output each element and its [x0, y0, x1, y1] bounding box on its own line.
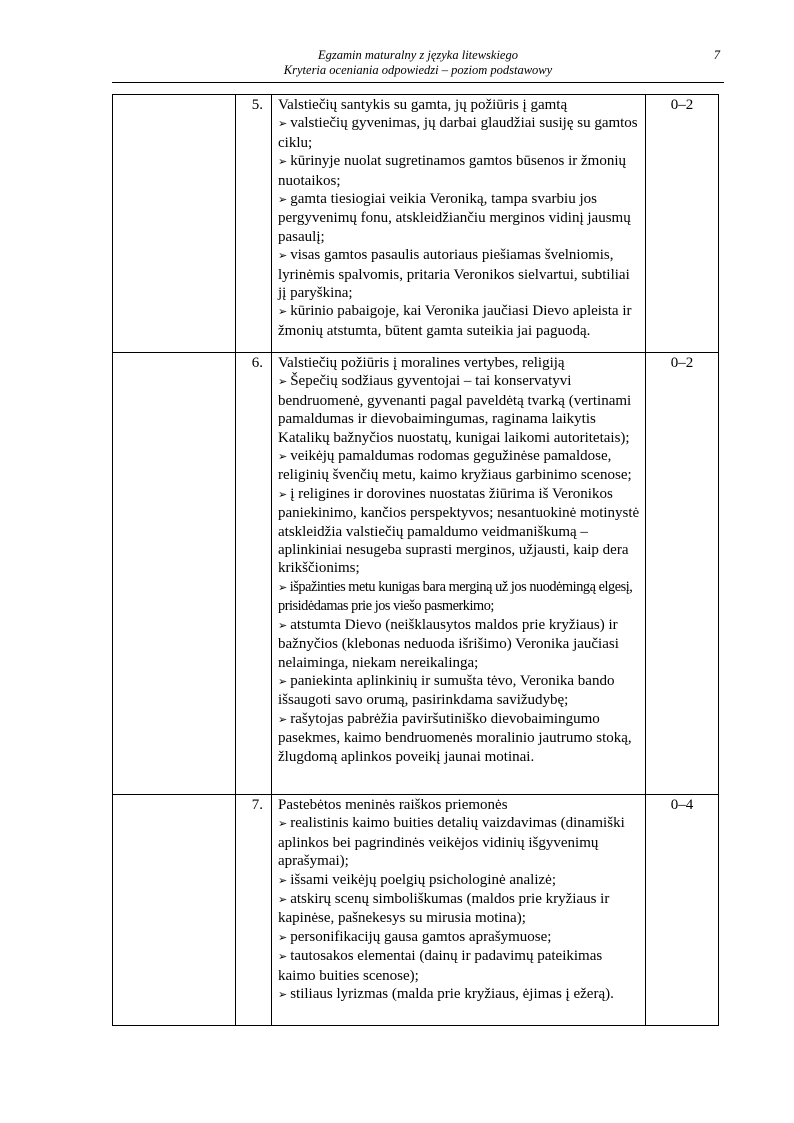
- arrow-bullet-icon: ➢: [278, 487, 288, 501]
- criteria-row-6: [113, 353, 719, 795]
- criteria-bullet-text: tautosakos elementai (dainų ir padavimų pateikimas kaimo buities scenose);: [278, 948, 603, 984]
- arrow-bullet-icon: ➢: [278, 375, 288, 389]
- arrow-bullet-icon: ➢: [278, 193, 288, 207]
- criteria-bullet: [278, 928, 641, 947]
- criteria-bullet: [278, 616, 641, 672]
- criteria-bullet: [278, 985, 641, 1004]
- arrow-bullet-icon: ➢: [278, 988, 288, 1002]
- criteria-bullet: [278, 578, 641, 616]
- criteria-bullet-text: išpažinties metu kunigas bara merginą už jos nuodėmingą elgesį, prisidėdamas prie jos viešo pasmerkimo;: [278, 578, 633, 615]
- arrow-bullet-icon: ➢: [278, 674, 288, 688]
- criteria-content-cell: [272, 353, 646, 795]
- criteria-title: Valstiečių požiūris į moralines vertybes, religiją: [278, 355, 565, 371]
- criteria-bullet-text: išsami veikėjų poelgių psichologinė analizė;: [290, 871, 556, 888]
- criteria-bullet-text: atskirų scenų simboliškumas (maldos prie kryžiaus ir kapinėse, pašnekesys su mirusia motina);: [278, 891, 610, 927]
- header-criteria-subtitle: Kryteria oceniania odpowiedzi – poziom podstawowy: [283, 63, 553, 77]
- criteria-bullet-text: gamta tiesiogiai veikia Veroniką, tampa svarbiu jos pergyvenimų fonu, atskleidžiančiu merginos vidinį jausmų pasaulį;: [278, 191, 631, 245]
- item-number-cell: [236, 95, 272, 353]
- criteria-content-cell: [272, 795, 646, 1026]
- points-cell: [646, 353, 719, 795]
- arrow-bullet-icon: ➢: [278, 930, 288, 944]
- criteria-title: Valstiečių santykis su gamta, jų požiūris į gamtą: [278, 97, 568, 113]
- criteria-table: [112, 94, 719, 1026]
- points-value: 0–2: [670, 355, 694, 371]
- criteria-bullet: [278, 114, 641, 152]
- arrow-bullet-icon: ➢: [278, 618, 288, 632]
- item-number: 5.: [251, 97, 263, 113]
- criteria-bullet: [278, 152, 641, 190]
- empty-cell: [113, 795, 236, 1026]
- arrow-bullet-icon: ➢: [278, 950, 288, 964]
- criteria-bullet-text: stiliaus lyrizmas (malda prie kryžiaus, ėjimas į ežerą).: [290, 986, 614, 1003]
- criteria-row-7: [113, 795, 719, 1026]
- criteria-bullet-text: kūrinyje nuolat sugretinamos gamtos būsenos ir žmonių nuotaikos;: [278, 153, 627, 189]
- criteria-title: Pastebėtos meninės raiškos priemonės: [278, 797, 508, 813]
- item-number-cell: [236, 353, 272, 795]
- criteria-bullet-text: veikėjų pamaldumas rodomas gegužinėse pamaldose, religinių švenčių metu, kaimo kryžiaus garbinimo scenose;: [278, 448, 632, 484]
- criteria-bullet: [278, 302, 641, 340]
- criteria-bullet-text: valstiečių gyvenimas, jų darbai glaudžiai susiję su gamtos ciklu;: [278, 115, 638, 151]
- criteria-bullet-text: rašytojas pabrėžia paviršutiniško dievobaimingumo pasekmes, kaimo bendruomenės moralinio jautrumo stoką, žlugdomą aplinkos poveikį jaunai motinai.: [278, 710, 632, 765]
- criteria-bullet-text: paniekinta aplinkinių ir sumušta tėvo, Veronika bando išsaugoti savo orumą, pasirinkdama savižudybę;: [278, 672, 615, 709]
- arrow-bullet-icon: ➢: [278, 450, 288, 464]
- header-exam-title: Egzamin maturalny z języka litewskiego: [318, 48, 518, 62]
- criteria-bullet-text: atstumta Dievo (neišklausytos maldos prie kryžiaus) ir bažnyčios (klebonas neduoda išrišimo) Veronika jaučiasi nelaiminga, niekam nereikalinga;: [278, 616, 619, 671]
- criteria-bullet: [278, 672, 641, 710]
- arrow-bullet-icon: ➢: [278, 305, 288, 319]
- empty-cell: [113, 353, 236, 795]
- criteria-bullet: [278, 190, 641, 246]
- page-number: 7: [713, 48, 720, 62]
- arrow-bullet-icon: ➢: [278, 249, 288, 263]
- arrow-bullet-icon: ➢: [278, 117, 288, 131]
- criteria-bullet-text: realistinis kaimo buities detalių vaizdavimas (dinamiški aplinkos bei pagrindinės veikėjos vidinių išgyvenimų aprašymai);: [278, 815, 625, 870]
- criteria-row-5: [113, 95, 719, 353]
- criteria-bullet: [278, 372, 641, 447]
- points-value: 0–4: [670, 797, 694, 813]
- arrow-bullet-icon: ➢: [278, 580, 287, 594]
- arrow-bullet-icon: ➢: [278, 893, 288, 907]
- criteria-bullet: [278, 890, 641, 928]
- points-value: 0–2: [670, 97, 694, 113]
- criteria-bullet: [278, 871, 641, 890]
- arrow-bullet-icon: ➢: [278, 873, 288, 887]
- criteria-bullet-text: į religines ir dorovines nuostatas žiūrima iš Veronikos paniekinimo, kančios perspektyvos; nesantuokinė motinystė atskleidžia valstiečių pamaldumo veidmaniškumą – aplinkiniai nesugeba suprasti merginos, užjausti, kaip dera krikščionims;: [278, 485, 640, 577]
- arrow-bullet-icon: ➢: [278, 712, 288, 726]
- criteria-bullet-text: personifikacijų gausa gamtos aprašymuose;: [290, 928, 552, 945]
- criteria-bullet: [278, 710, 641, 766]
- arrow-bullet-icon: ➢: [278, 155, 288, 169]
- criteria-bullet: [278, 447, 641, 485]
- criteria-bullet-text: Šepečių sodžiaus gyventojai – tai konservatyvi bendruomenė, gyvenanti pagal paveldėtą tvarką (vertinami pamaldumas ir dievobaimingumas, raginama laikytis Katalikų bažnyčios nuostatų, kunigai laikomi autoritetais);: [278, 373, 632, 446]
- criteria-bullet: [278, 947, 641, 985]
- criteria-bullet: [278, 246, 641, 302]
- points-cell: [646, 95, 719, 353]
- empty-cell: [113, 95, 236, 353]
- criteria-bullet-text: visas gamtos pasaulis autoriaus piešiamas švelniomis, lyrinėmis spalvomis, pritaria Veronikos sielvartui, subtiliai jį paryškina;: [278, 247, 630, 302]
- criteria-bullet-text: kūrinio pabaigoje, kai Veronika jaučiasi Dievo apleista ir žmonių atstumta, būtent gamta suteikia jai paguodą.: [278, 303, 632, 339]
- item-number: 7.: [251, 797, 263, 813]
- criteria-bullet: [278, 814, 641, 870]
- criteria-content-cell: [272, 95, 646, 353]
- item-number: 6.: [251, 355, 263, 371]
- arrow-bullet-icon: ➢: [278, 817, 288, 831]
- page-header: [112, 46, 724, 83]
- item-number-cell: [236, 795, 272, 1026]
- points-cell: [646, 795, 719, 1026]
- criteria-bullet: [278, 485, 641, 578]
